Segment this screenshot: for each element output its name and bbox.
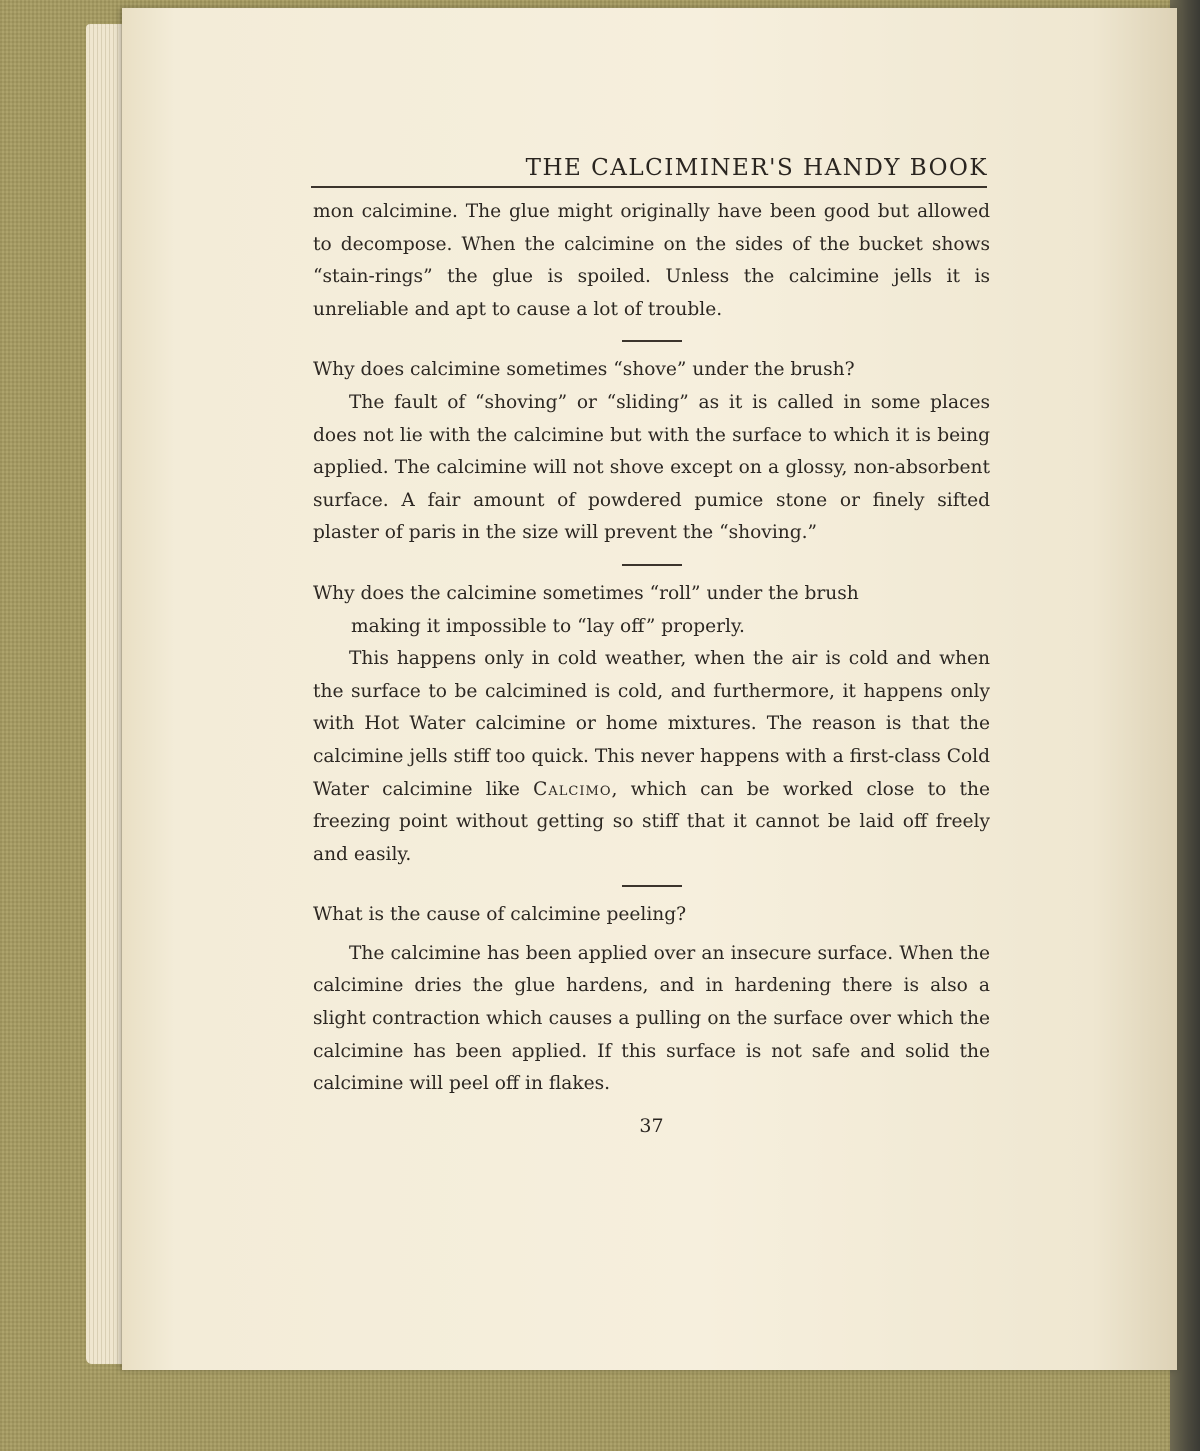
answer-shove: The fault of “shoving” or “sliding” as it is called in some places does not lie with the calcimine but with the surface to which it is being applied. The calcimine will not shove except on a glossy, non-absorbent surface. A fair amount of powdered pumice stone or finely sifted plaster of paris in the size will prevent the “shoving.” — [313, 391, 990, 544]
answer-roll-text: This happens only in cold weather, when the air is cold and when the surface to be calcimined is cold, and furthermore, it happens only with Hot Water calcimine or home mixtures. The reason is that the calcimine jells stiff too quick. This never happens with a first-class Cold Water calcimine like — [313, 648, 990, 800]
question-shove: Why does calcimine sometimes “shove” under the brush? — [313, 359, 855, 381]
section-separator — [622, 885, 682, 887]
section-separator — [622, 564, 682, 566]
answer-roll-text-end: , which can be worked close to the freezing point without getting so stiff that it cannot be laid off freely and easily. — [313, 778, 990, 865]
section-separator — [622, 340, 682, 342]
paragraph-continued: mon calcimine. The glue might originally have been good but allowed to decompose. When the calcimine on the sides of the bucket shows “stain-rings” the glue is spoiled. Unless the calcimine jells it is unreliable and apt to cause a lot of trouble. — [313, 201, 990, 320]
page-number: 37 — [639, 1114, 664, 1137]
answer-roll — [313, 643, 990, 871]
page-content — [313, 150, 990, 1137]
answer-peeling: The calcimine has been applied over an insecure surface. When the calcimine dries the glue hardens, and in hardening there is also a slight contraction which causes a pulling on the surface over which the calcimine has been applied. If this surface is not safe and solid the calcimine will peel off in flakes. — [313, 942, 990, 1095]
running-head: THE CALCIMINER'S HANDY BOOK — [525, 155, 988, 181]
header-rule — [311, 186, 987, 188]
brand-name: Calcimo — [533, 778, 612, 800]
question-roll-line2: making it impossible to “lay off” properly. — [351, 615, 745, 637]
question-roll-line1: Why does the calcimine sometimes “roll” under the brush — [313, 582, 859, 604]
question-peeling: What is the cause of calcimine peeling? — [313, 904, 687, 926]
